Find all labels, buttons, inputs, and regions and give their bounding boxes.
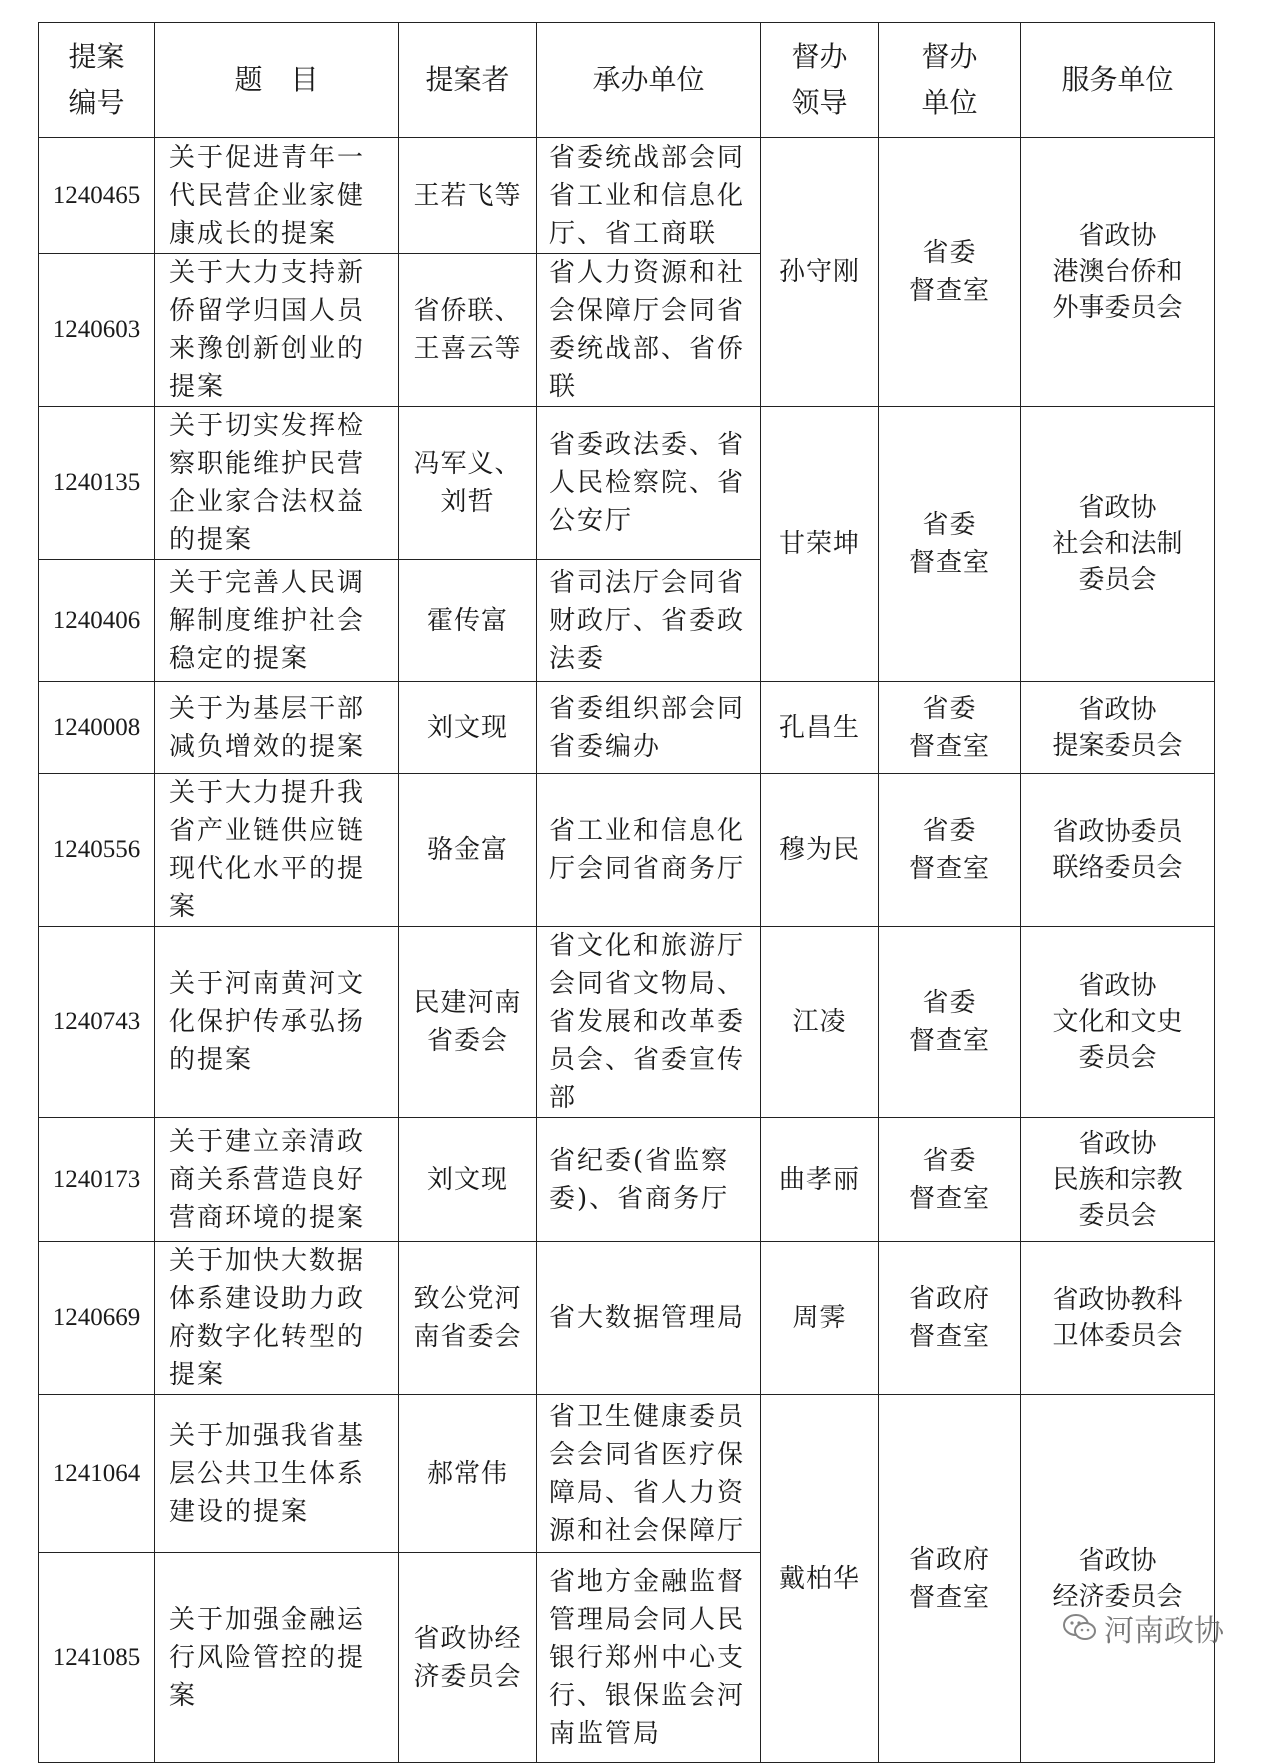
cell-supervisor: 省委 督查室 — [879, 927, 1021, 1118]
header-undertaker: 承办单位 — [537, 23, 761, 138]
cell-proposer: 刘文现 — [399, 1118, 537, 1242]
cell-leader: 江凌 — [761, 927, 879, 1118]
table-row — [39, 138, 1215, 254]
cell-leader: 孔昌生 — [761, 682, 879, 774]
cell-id: 1240603 — [39, 254, 155, 407]
cell-proposer: 省侨联、 王喜云等 — [399, 254, 537, 407]
cell-id: 1240008 — [39, 682, 155, 774]
table-header-row — [39, 23, 1215, 138]
cell-title: 关于加强金融运行风险管控的提案 — [155, 1553, 399, 1763]
cell-id: 1240406 — [39, 560, 155, 682]
cell-leader: 曲孝丽 — [761, 1118, 879, 1242]
cell-proposer: 郝常伟 — [399, 1395, 537, 1553]
cell-service: 省政协委员 联络委员会 — [1021, 774, 1215, 927]
cell-service: 省政协 港澳台侨和 外事委员会 — [1021, 138, 1215, 407]
cell-undertaker: 省司法厅会同省财政厅、省委政法委 — [537, 560, 761, 682]
cell-undertaker: 省委政法委、省人民检察院、省公安厅 — [537, 407, 761, 560]
cell-id: 1241064 — [39, 1395, 155, 1553]
wechat-icon — [1062, 1613, 1098, 1643]
header-service: 服务单位 — [1021, 23, 1215, 138]
cell-undertaker: 省委组织部会同省委编办 — [537, 682, 761, 774]
cell-undertaker: 省地方金融监督管理局会同人民银行郑州中心支行、银保监会河南监管局 — [537, 1553, 761, 1763]
cell-supervisor: 省委 督查室 — [879, 138, 1021, 407]
cell-proposer: 霍传富 — [399, 560, 537, 682]
header-id: 提案 编号 — [39, 23, 155, 138]
cell-service: 省政协教科 卫体委员会 — [1021, 1242, 1215, 1395]
cell-supervisor: 省委 督查室 — [879, 407, 1021, 682]
table-row — [39, 1242, 1215, 1395]
cell-supervisor: 省委 督查室 — [879, 682, 1021, 774]
cell-proposer: 王若飞等 — [399, 138, 537, 254]
cell-undertaker: 省纪委(省监察委)、省商务厅 — [537, 1118, 761, 1242]
cell-service: 省政协 提案委员会 — [1021, 682, 1215, 774]
cell-service: 省政协 文化和文史 委员会 — [1021, 927, 1215, 1118]
header-supervisor: 督办 单位 — [879, 23, 1021, 138]
cell-supervisor: 省委 督查室 — [879, 1118, 1021, 1242]
cell-undertaker: 省委统战部会同省工业和信息化厅、省工商联 — [537, 138, 761, 254]
cell-proposer: 刘文现 — [399, 682, 537, 774]
cell-proposer: 省政协经 济委员会 — [399, 1553, 537, 1763]
cell-id: 1240669 — [39, 1242, 155, 1395]
cell-title: 关于大力支持新侨留学归国人员来豫创新创业的提案 — [155, 254, 399, 407]
cell-title: 关于完善人民调解制度维护社会稳定的提案 — [155, 560, 399, 682]
cell-title: 关于促进青年一代民营企业家健康成长的提案 — [155, 138, 399, 254]
cell-proposer: 民建河南 省委会 — [399, 927, 537, 1118]
table-row — [39, 1395, 1215, 1553]
header-title: 题 目 — [155, 23, 399, 138]
cell-proposer: 冯军义、 刘哲 — [399, 407, 537, 560]
table-row — [39, 407, 1215, 560]
cell-supervisor: 省政府 督查室 — [879, 1242, 1021, 1395]
cell-id: 1240556 — [39, 774, 155, 927]
cell-leader: 戴柏华 — [761, 1395, 879, 1763]
cell-id: 1240135 — [39, 407, 155, 560]
header-leader: 督办 领导 — [761, 23, 879, 138]
cell-title: 关于河南黄河文化保护传承弘扬的提案 — [155, 927, 399, 1118]
cell-supervisor: 省政府 督查室 — [879, 1395, 1021, 1763]
cell-proposer: 致公党河 南省委会 — [399, 1242, 537, 1395]
cell-title: 关于大力提升我省产业链供应链现代化水平的提案 — [155, 774, 399, 927]
cell-supervisor: 省委 督查室 — [879, 774, 1021, 927]
cell-undertaker: 省人力资源和社会保障厅会同省委统战部、省侨联 — [537, 254, 761, 407]
wechat-watermark — [1062, 1606, 1224, 1650]
cell-id: 1240465 — [39, 138, 155, 254]
table-row — [39, 1118, 1215, 1242]
cell-service: 省政协 民族和宗教 委员会 — [1021, 1118, 1215, 1242]
proposal-table — [38, 22, 1215, 1763]
cell-undertaker: 省大数据管理局 — [537, 1242, 761, 1395]
cell-leader: 孙守刚 — [761, 138, 879, 407]
cell-proposer: 骆金富 — [399, 774, 537, 927]
cell-title: 关于加强我省基层公共卫生体系建设的提案 — [155, 1395, 399, 1553]
cell-undertaker: 省文化和旅游厅会同省文物局、省发展和改革委员会、省委宣传部 — [537, 927, 761, 1118]
cell-title: 关于为基层干部减负增效的提案 — [155, 682, 399, 774]
cell-id: 1241085 — [39, 1553, 155, 1763]
cell-service: 省政协 社会和法制 委员会 — [1021, 407, 1215, 682]
table-row — [39, 682, 1215, 774]
table-row — [39, 927, 1215, 1118]
watermark-text: 河南政协 — [1104, 1614, 1224, 1649]
cell-leader: 穆为民 — [761, 774, 879, 927]
cell-leader: 周霁 — [761, 1242, 879, 1395]
cell-undertaker: 省工业和信息化厅会同省商务厅 — [537, 774, 761, 927]
cell-title: 关于加快大数据体系建设助力政府数字化转型的提案 — [155, 1242, 399, 1395]
cell-id: 1240743 — [39, 927, 155, 1118]
cell-undertaker: 省卫生健康委员会会同省医疗保障局、省人力资源和社会保障厅 — [537, 1395, 761, 1553]
cell-service: 省政协 经济委员会 — [1021, 1395, 1215, 1763]
cell-id: 1240173 — [39, 1118, 155, 1242]
cell-title: 关于切实发挥检察职能维护民营企业家合法权益的提案 — [155, 407, 399, 560]
table-row — [39, 774, 1215, 927]
header-proposer: 提案者 — [399, 23, 537, 138]
proposal-table-page — [38, 22, 1215, 1763]
cell-leader: 甘荣坤 — [761, 407, 879, 682]
cell-title: 关于建立亲清政商关系营造良好营商环境的提案 — [155, 1118, 399, 1242]
